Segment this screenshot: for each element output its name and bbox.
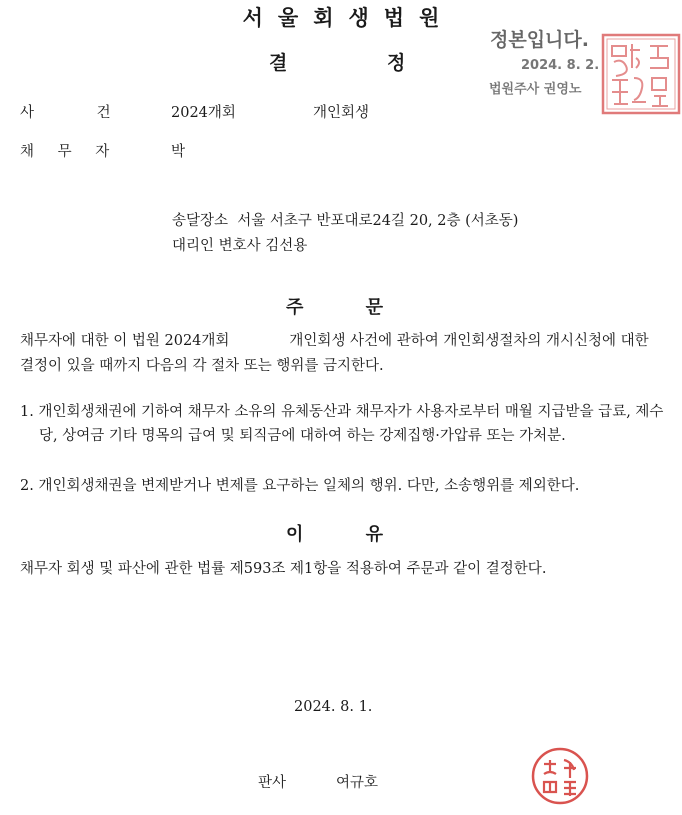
case-label: 사 건 (20, 105, 111, 121)
case-number: 2024개회 (171, 105, 236, 121)
order-item-1: 1. 개인회생채권에 기하여 채무자 소유의 유체동산과 채무자가 사용자로부터 매월 지급받을 급료, 제수당, 상여금 기타 명목의 급여 및 퇴직금에 대하여 하는 강제집행·가압류 또는 가처분. (20, 404, 664, 444)
legal-agent: 대리인 변호사 김선용 (172, 238, 308, 254)
service-address: 송달장소 서울 서초구 반포대로24길 20, 2층 (서초동) (172, 213, 519, 229)
debtor-label: 채 무 자 (20, 144, 110, 160)
order-intro (20, 329, 652, 379)
court-seal-icon (600, 32, 682, 120)
judge-seal-icon (530, 746, 590, 810)
order-heading: 주 문 (286, 297, 384, 318)
case-type: 개인회생 (313, 105, 370, 121)
decision-date: 2024. 8. 1. (294, 699, 373, 715)
reason-text: 채무자 회생 및 파산에 관한 법률 제593조 제1항을 적용하여 주문과 같이 결정한다. (20, 561, 547, 577)
court-name: 서울회생법원 (242, 6, 455, 30)
order-item-2: 2. 개인회생채권을 변제받거나 변제를 요구하는 일체의 행위. 다만, 소송행위를 제외한다. (20, 478, 580, 494)
certified-copy-stamp: 정본입니다. (490, 29, 589, 51)
certification-clerk: 법원주사 권영노 (489, 82, 582, 97)
debtor-name: 박 (171, 144, 186, 160)
judge-title: 판사 (258, 775, 287, 791)
judge-name: 여규호 (336, 775, 379, 791)
order-intro-part1: 채무자에 대한 이 법원 2024개회 (20, 333, 230, 349)
order-intro-part2: 개인회생 사건에 관하여 개인회생절차의 개시신청에 대한 결정이 있을 때까지 다음의 각 절차 또는 행위를 금지한다. (20, 333, 649, 374)
certification-date: 2024. 8. 2. (521, 58, 600, 73)
reason-heading: 이 유 (286, 524, 384, 545)
document-type: 결 정 (269, 52, 406, 74)
